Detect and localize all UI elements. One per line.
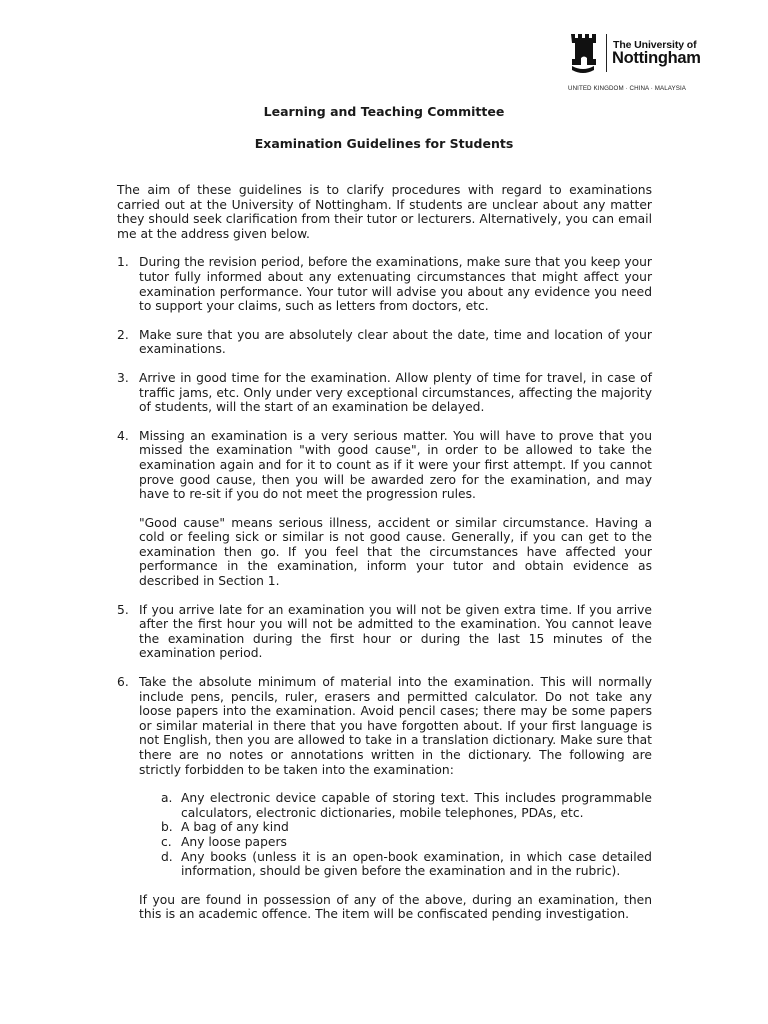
document-body <box>117 183 652 936</box>
item-number: 6. <box>117 675 129 690</box>
item-text: Arrive in good time for the examination. Allow plenty of time for travel, in case of traffic jams, etc. Only under very exceptional circumstances, affecting the majority of students, will the start of an examination be delayed. <box>139 370 652 415</box>
item-text: During the revision period, before the examinations, make sure that you keep your tutor fully informed about any extenuating circumstances that might affect your examination performance. Your tutor will advise you about any evidence you need to support your claims, such as letters from doctors, etc. <box>139 255 652 314</box>
guideline-item-4 <box>117 429 652 589</box>
university-logo <box>566 30 716 92</box>
item-number: 3. <box>117 370 129 385</box>
list-item-text: Any electronic device capable of storing text. This includes programmable calculators, electronic dictionaries, mobile telephones, PDAs, etc. <box>181 791 652 820</box>
list-item <box>161 820 652 835</box>
item-number: 4. <box>117 428 129 443</box>
list-letter: d. <box>161 849 173 864</box>
guideline-item-6 <box>117 675 652 922</box>
list-item-text: A bag of any kind <box>181 820 289 835</box>
list-letter: c. <box>161 834 172 849</box>
list-item <box>161 850 652 879</box>
item-text: If you arrive late for an examination you will not be given extra time. If you arrive after the first hour you will not be admitted to the examination. You cannot leave the examination during the first hour or during the last 15 minutes of the examination period. <box>139 602 652 661</box>
logo-campuses: UNITED KINGDOM · CHINA · MALAYSIA <box>568 85 687 92</box>
item-number: 5. <box>117 602 129 617</box>
guideline-item-3 <box>117 371 652 415</box>
guideline-item-5 <box>117 603 652 661</box>
logo-university-name: Nottingham <box>612 49 701 67</box>
logo-university-of: The University of <box>613 39 697 51</box>
guideline-item-2 <box>117 328 652 357</box>
document-subtitle: Examination Guidelines for Students <box>254 136 514 151</box>
guideline-item-1 <box>117 255 652 313</box>
list-item-text: Any books (unless it is an open-book examination, in which case detailed information, should be given before the examination and in the rubric). <box>181 849 652 879</box>
document-title: Learning and Teaching Committee <box>263 104 505 119</box>
item-text: Take the absolute minimum of material into the examination. This will normally include pens, pencils, ruler, erasers and permitted calculator. Do not take any loose papers into the examination. Avoid pencil cases; there may be some papers or similar material in there that you have forgotten about. If your first language is not English, then you are allowed to take in a translation dictionary. Make sure that there are no notes or annotations written in the dictionary. The following are strictly forbidden to be taken into the examination: <box>139 675 652 777</box>
list-item <box>161 791 652 820</box>
list-letter: b. <box>161 820 173 835</box>
list-item <box>161 835 652 850</box>
item-number: 1. <box>117 255 129 270</box>
list-letter: a. <box>161 791 173 806</box>
item-text: Make sure that you are absolutely clear about the date, time and location of your examinations. <box>139 327 652 357</box>
castle-crest-icon <box>568 32 598 76</box>
item-number: 2. <box>117 327 129 342</box>
item-text: Missing an examination is a very serious matter. You will have to prove that you missed the examination "with good cause", in order to be allowed to take the examination again and for it to count as if it were your first attempt. If you cannot prove good cause, then you will be awarded zero for the examination, and may have to re-sit if you do not meet the progression rules. <box>139 428 652 502</box>
offence-paragraph: If you are found in possession of any of the above, during an examination, then this is an academic offence. The item will be confiscated pending investigation. <box>139 892 652 922</box>
good-cause-paragraph: "Good cause" means serious illness, accident or similar circumstance. Having a cold or feeling sick or similar is not good cause. Generally, if you can get to the examination then go. If you feel that the circumstances have affected your performance in the examination, inform your tutor and obtain evidence as described in Section 1. <box>139 515 652 589</box>
forbidden-items-list <box>161 791 652 879</box>
intro-paragraph: The aim of these guidelines is to clarify procedures with regard to examinations carried out at the University of Nottingham. If students are unclear about any matter they should seek clarification from their tutor or lecturers. Alternatively, you can email me at the address given below. <box>117 183 652 241</box>
list-item-text: Any loose papers <box>181 834 287 849</box>
logo-divider <box>606 34 607 72</box>
